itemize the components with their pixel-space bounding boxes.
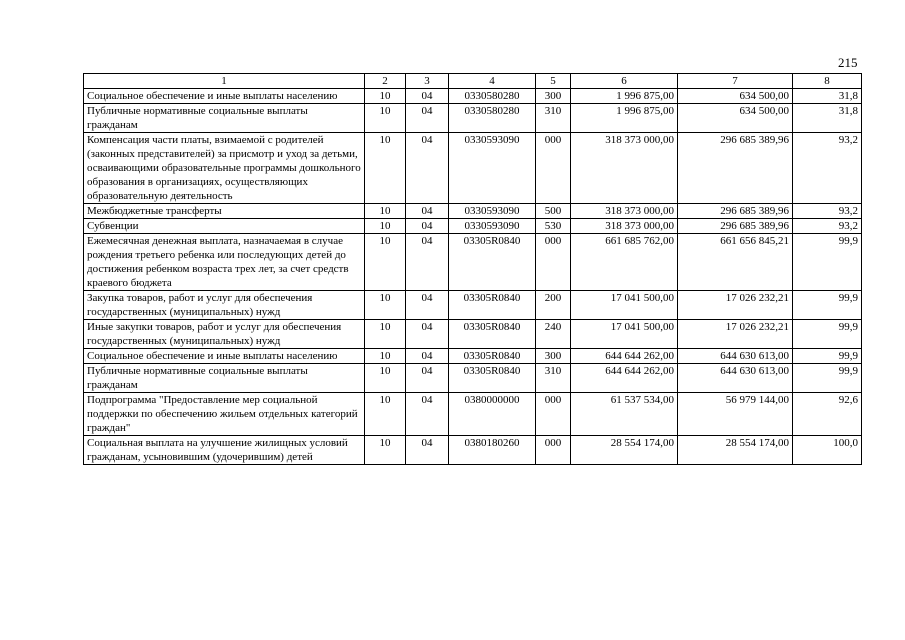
table-row bbox=[84, 204, 862, 219]
execution-percent: 99,9 bbox=[793, 349, 862, 364]
row-name: Компенсация части платы, взимаемой с родителей (законных представителей) за присмотр и уход за детьми, осваивающими образовательные программы дошкольного образования в организациях, осуществляющих образовательную деятельность bbox=[84, 133, 365, 204]
row-name: Социальное обеспечение и иные выплаты населению bbox=[84, 89, 365, 104]
section-code: 10 bbox=[365, 89, 406, 104]
subsection-code: 04 bbox=[406, 349, 449, 364]
column-header: 4 bbox=[449, 74, 536, 89]
section-code: 10 bbox=[365, 219, 406, 234]
column-header: 8 bbox=[793, 74, 862, 89]
row-name: Закупка товаров, работ и услуг для обеспечения государственных (муниципальных) нужд bbox=[84, 291, 365, 320]
planned-amount: 318 373 000,00 bbox=[571, 204, 678, 219]
column-header: 5 bbox=[536, 74, 571, 89]
table-row bbox=[84, 436, 862, 465]
section-code: 10 bbox=[365, 436, 406, 465]
target-article-code: 0330593090 bbox=[449, 133, 536, 204]
section-code: 10 bbox=[365, 393, 406, 436]
planned-amount: 1 996 875,00 bbox=[571, 104, 678, 133]
section-code: 10 bbox=[365, 320, 406, 349]
execution-percent: 93,2 bbox=[793, 204, 862, 219]
table-row bbox=[84, 349, 862, 364]
execution-percent: 99,9 bbox=[793, 364, 862, 393]
target-article-code: 03305R0840 bbox=[449, 320, 536, 349]
subsection-code: 04 bbox=[406, 436, 449, 465]
planned-amount: 644 644 262,00 bbox=[571, 364, 678, 393]
row-name: Межбюджетные трансферты bbox=[84, 204, 365, 219]
table-row bbox=[84, 89, 862, 104]
section-code: 10 bbox=[365, 204, 406, 219]
section-code: 10 bbox=[365, 133, 406, 204]
planned-amount: 318 373 000,00 bbox=[571, 133, 678, 204]
planned-amount: 17 041 500,00 bbox=[571, 320, 678, 349]
table-row bbox=[84, 234, 862, 291]
table-row bbox=[84, 364, 862, 393]
execution-percent: 99,9 bbox=[793, 291, 862, 320]
subsection-code: 04 bbox=[406, 104, 449, 133]
table-row bbox=[84, 104, 862, 133]
executed-amount: 17 026 232,21 bbox=[678, 320, 793, 349]
expense-type-code: 530 bbox=[536, 219, 571, 234]
subsection-code: 04 bbox=[406, 133, 449, 204]
table-header-row bbox=[84, 74, 862, 89]
executed-amount: 17 026 232,21 bbox=[678, 291, 793, 320]
planned-amount: 28 554 174,00 bbox=[571, 436, 678, 465]
expense-type-code: 000 bbox=[536, 393, 571, 436]
row-name: Социальная выплата на улучшение жилищных условий гражданам, усыновившим (удочерившим) детей bbox=[84, 436, 365, 465]
planned-amount: 1 996 875,00 bbox=[571, 89, 678, 104]
execution-percent: 31,8 bbox=[793, 89, 862, 104]
expense-type-code: 300 bbox=[536, 89, 571, 104]
execution-percent: 93,2 bbox=[793, 219, 862, 234]
subsection-code: 04 bbox=[406, 320, 449, 349]
section-code: 10 bbox=[365, 349, 406, 364]
row-name: Публичные нормативные социальные выплаты гражданам bbox=[84, 364, 365, 393]
target-article-code: 0330593090 bbox=[449, 219, 536, 234]
target-article-code: 03305R0840 bbox=[449, 234, 536, 291]
planned-amount: 61 537 534,00 bbox=[571, 393, 678, 436]
planned-amount: 17 041 500,00 bbox=[571, 291, 678, 320]
column-header: 6 bbox=[571, 74, 678, 89]
page-number: 215 bbox=[838, 55, 858, 70]
expense-type-code: 000 bbox=[536, 133, 571, 204]
target-article-code: 03305R0840 bbox=[449, 291, 536, 320]
target-article-code: 0380180260 bbox=[449, 436, 536, 465]
expense-type-code: 000 bbox=[536, 436, 571, 465]
subsection-code: 04 bbox=[406, 204, 449, 219]
executed-amount: 28 554 174,00 bbox=[678, 436, 793, 465]
table-row bbox=[84, 291, 862, 320]
row-name: Социальное обеспечение и иные выплаты населению bbox=[84, 349, 365, 364]
table-row bbox=[84, 219, 862, 234]
expense-type-code: 300 bbox=[536, 349, 571, 364]
executed-amount: 296 685 389,96 bbox=[678, 219, 793, 234]
column-header: 2 bbox=[365, 74, 406, 89]
row-name: Подпрограмма "Предоставление мер социальной поддержки по обеспечению жильем отдельных категорий граждан" bbox=[84, 393, 365, 436]
expense-type-code: 500 bbox=[536, 204, 571, 219]
target-article-code: 03305R0840 bbox=[449, 364, 536, 393]
table-row bbox=[84, 393, 862, 436]
column-header: 1 bbox=[84, 74, 365, 89]
subsection-code: 04 bbox=[406, 234, 449, 291]
row-name: Публичные нормативные социальные выплаты гражданам bbox=[84, 104, 365, 133]
column-header: 3 bbox=[406, 74, 449, 89]
table-row bbox=[84, 320, 862, 349]
section-code: 10 bbox=[365, 291, 406, 320]
executed-amount: 634 500,00 bbox=[678, 89, 793, 104]
row-name: Ежемесячная денежная выплата, назначаемая в случае рождения третьего ребенка или последующих детей до достижения ребенком возраста трех лет, за счет средств краевого бюджета bbox=[84, 234, 365, 291]
executed-amount: 56 979 144,00 bbox=[678, 393, 793, 436]
expense-type-code: 200 bbox=[536, 291, 571, 320]
planned-amount: 318 373 000,00 bbox=[571, 219, 678, 234]
section-code: 10 bbox=[365, 104, 406, 133]
target-article-code: 0330580280 bbox=[449, 89, 536, 104]
subsection-code: 04 bbox=[406, 393, 449, 436]
subsection-code: 04 bbox=[406, 89, 449, 104]
row-name: Иные закупки товаров, работ и услуг для обеспечения государственных (муниципальных) нужд bbox=[84, 320, 365, 349]
subsection-code: 04 bbox=[406, 219, 449, 234]
execution-percent: 92,6 bbox=[793, 393, 862, 436]
execution-percent: 99,9 bbox=[793, 320, 862, 349]
budget-table bbox=[83, 73, 862, 465]
execution-percent: 100,0 bbox=[793, 436, 862, 465]
subsection-code: 04 bbox=[406, 291, 449, 320]
section-code: 10 bbox=[365, 234, 406, 291]
planned-amount: 644 644 262,00 bbox=[571, 349, 678, 364]
execution-percent: 93,2 bbox=[793, 133, 862, 204]
subsection-code: 04 bbox=[406, 364, 449, 393]
planned-amount: 661 685 762,00 bbox=[571, 234, 678, 291]
executed-amount: 634 500,00 bbox=[678, 104, 793, 133]
expense-type-code: 000 bbox=[536, 234, 571, 291]
target-article-code: 0330593090 bbox=[449, 204, 536, 219]
expense-type-code: 310 bbox=[536, 364, 571, 393]
executed-amount: 296 685 389,96 bbox=[678, 204, 793, 219]
table-row bbox=[84, 133, 862, 204]
section-code: 10 bbox=[365, 364, 406, 393]
expense-type-code: 240 bbox=[536, 320, 571, 349]
target-article-code: 0380000000 bbox=[449, 393, 536, 436]
executed-amount: 644 630 613,00 bbox=[678, 364, 793, 393]
column-header: 7 bbox=[678, 74, 793, 89]
executed-amount: 644 630 613,00 bbox=[678, 349, 793, 364]
target-article-code: 0330580280 bbox=[449, 104, 536, 133]
execution-percent: 31,8 bbox=[793, 104, 862, 133]
expense-type-code: 310 bbox=[536, 104, 571, 133]
executed-amount: 296 685 389,96 bbox=[678, 133, 793, 204]
target-article-code: 03305R0840 bbox=[449, 349, 536, 364]
executed-amount: 661 656 845,21 bbox=[678, 234, 793, 291]
row-name: Субвенции bbox=[84, 219, 365, 234]
execution-percent: 99,9 bbox=[793, 234, 862, 291]
